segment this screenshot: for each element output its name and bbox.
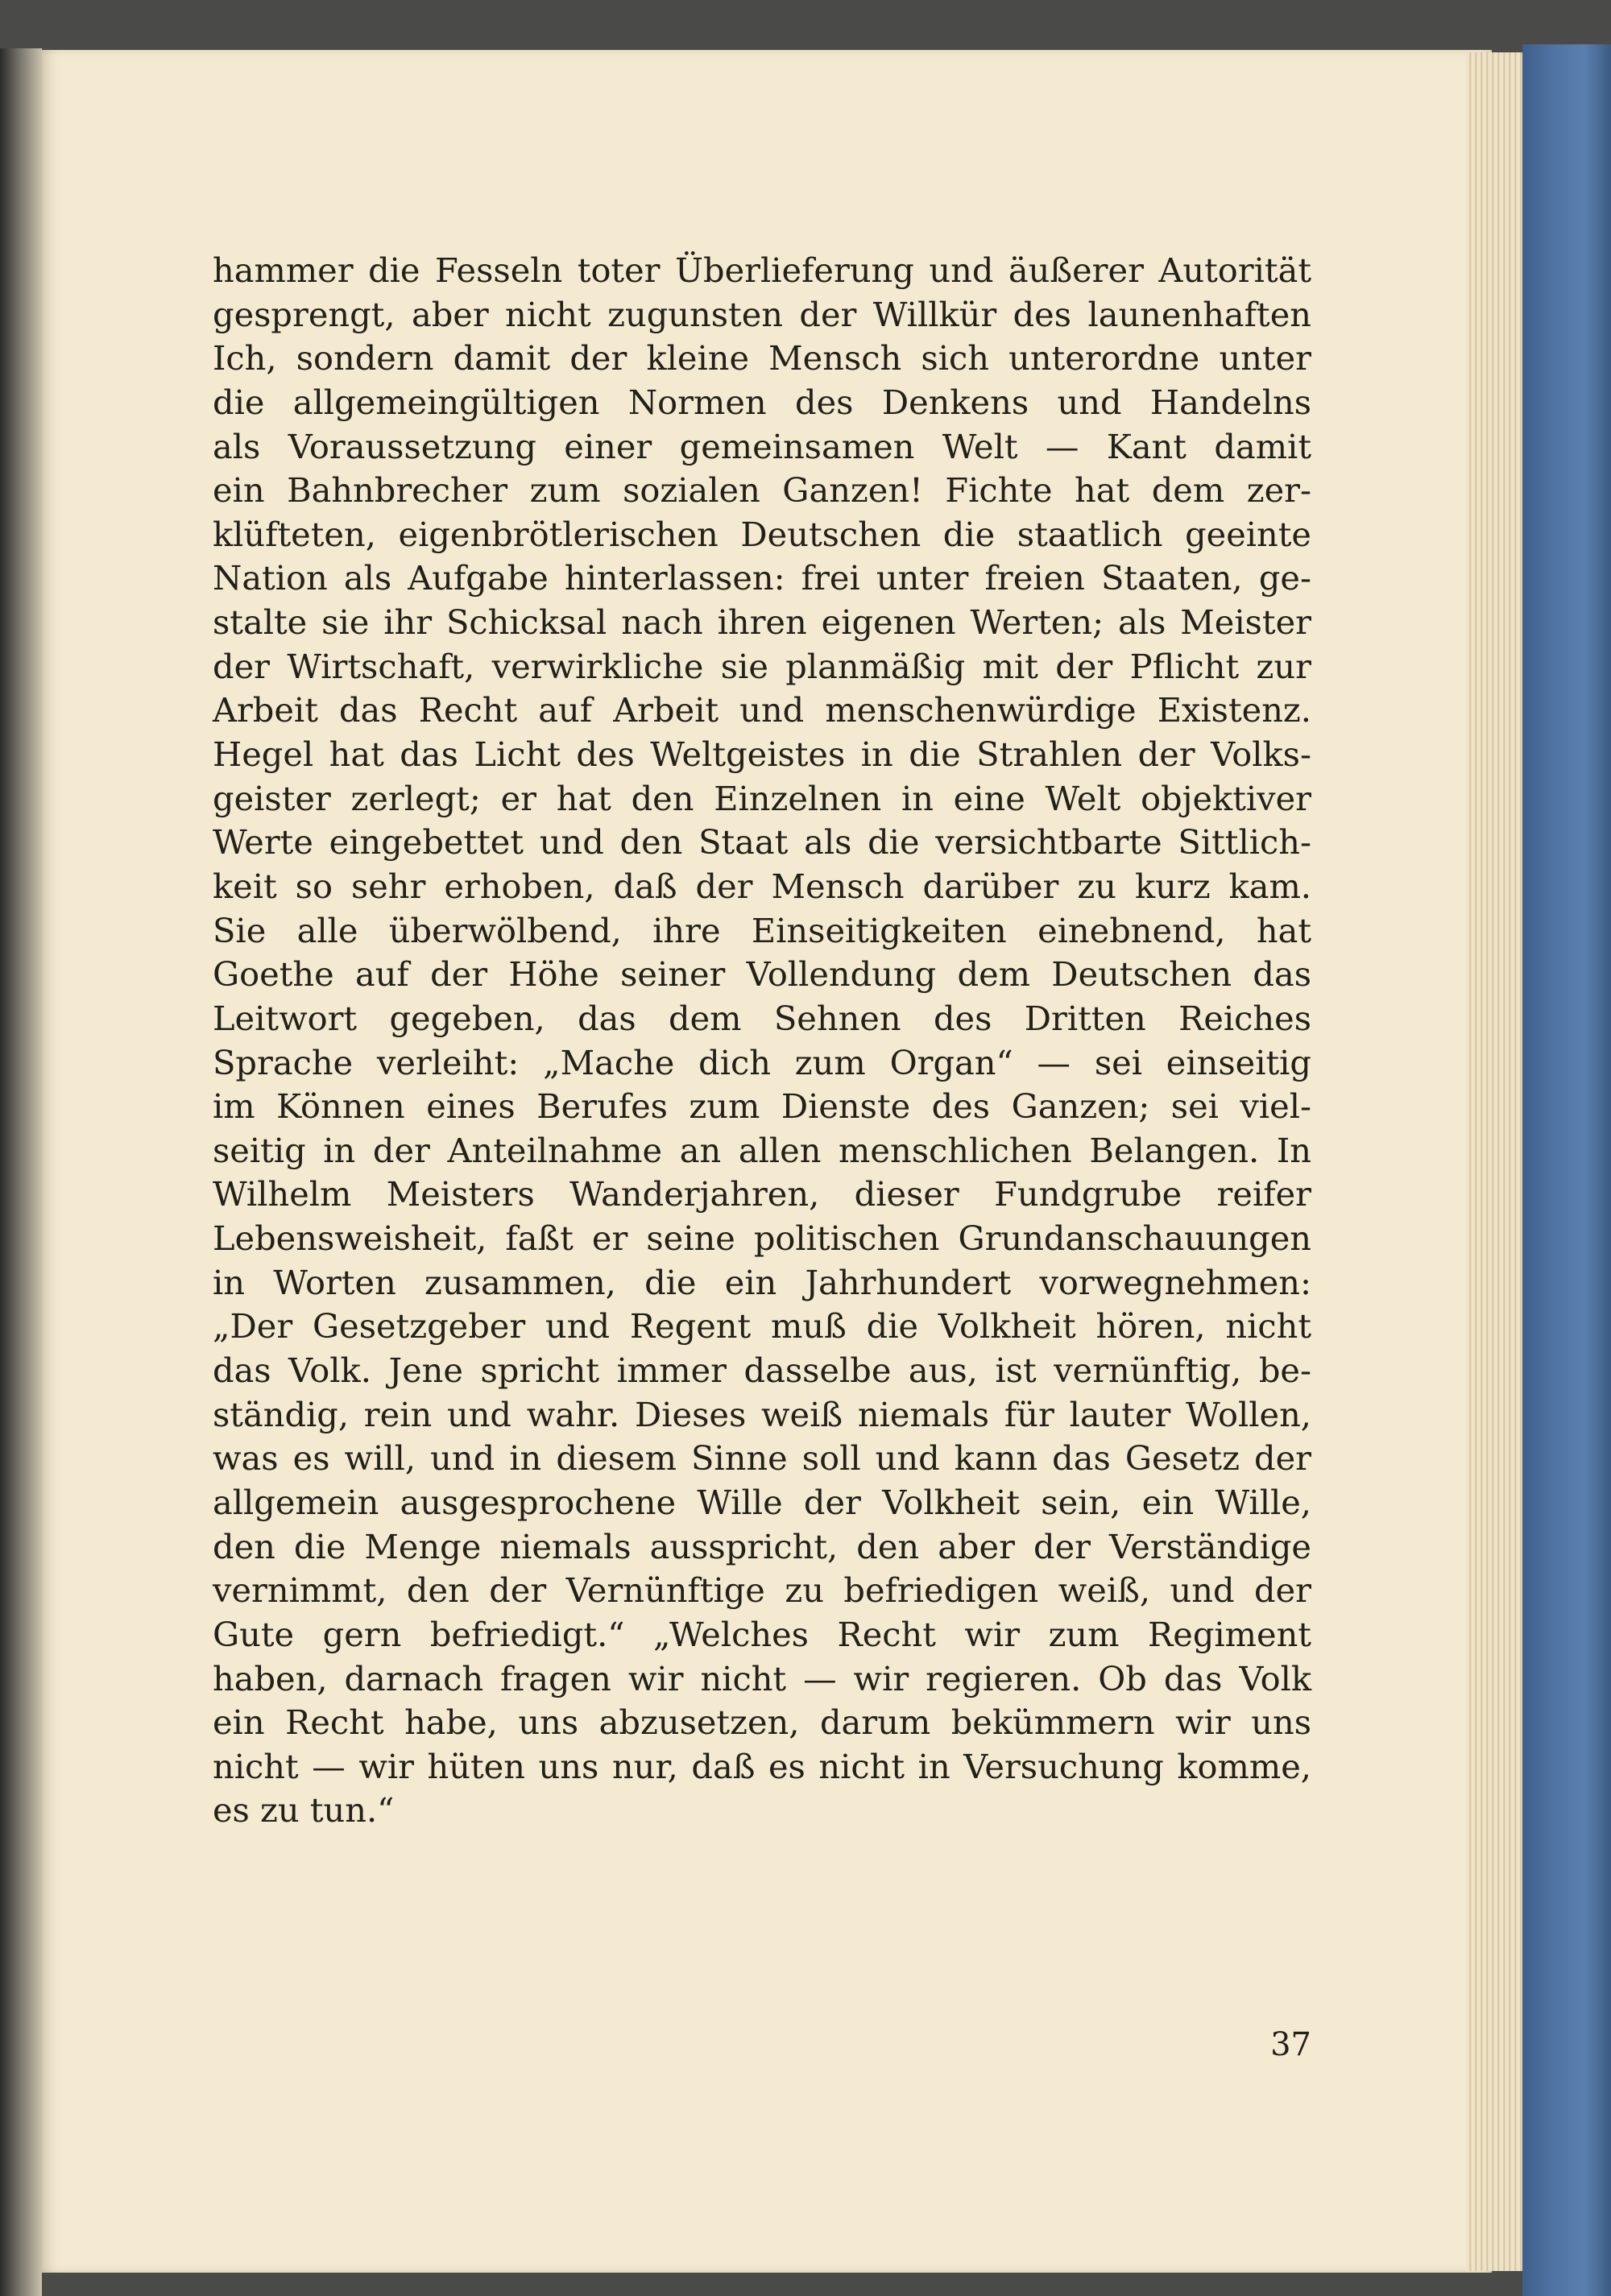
text-line: ständig, rein und wahr. Dieses weiß niemals für lauter Wollen,: [213, 1394, 1311, 1434]
text-line: Arbeit das Recht auf Arbeit und menschenwürdige Existenz.: [213, 690, 1311, 730]
text-line: der Wirtschaft, verwirkliche sie planmäßig mit der Pflicht zur: [213, 646, 1311, 686]
text-line: Ich, sondern damit der kleine Mensch sich unterordne unter: [213, 338, 1311, 379]
book-cover-edge: [1522, 44, 1611, 2296]
text-line: Hegel hat das Licht des Weltgeistes in die Strahlen der Volks-: [213, 734, 1311, 775]
text-line: Gute gern befriedigt.“ „Welches Recht wir zum Regiment: [213, 1614, 1311, 1654]
text-line: haben, darnach fragen wir nicht — wir regieren. Ob das Volk: [213, 1658, 1311, 1698]
text-line: die allgemeingültigen Normen des Denkens und Handelns: [213, 382, 1311, 422]
text-line: ein Recht habe, uns abzusetzen, darum bekümmern wir uns: [213, 1702, 1311, 1743]
text-line: seitig in der Anteilnahme an allen menschlichen Belangen. In: [213, 1130, 1311, 1170]
text-line: was es will, und in diesem Sinne soll und kann das Gesetz der: [213, 1438, 1311, 1479]
text-line: Nation als Aufgabe hinterlassen: frei unter freien Staaten, ge-: [213, 558, 1311, 598]
page-number: 37: [1270, 2026, 1311, 2063]
text-line: geister zerlegt; er hat den Einzelnen in eine Welt objektiver: [213, 778, 1311, 818]
text-line: den die Menge niemals ausspricht, den aber der Verständige: [213, 1526, 1311, 1566]
text-line: im Können eines Berufes zum Dienste des Ganzen; sei viel-: [213, 1086, 1311, 1127]
text-line: Leitwort gegeben, das dem Sehnen des Dritten Reiches: [213, 998, 1311, 1038]
text-line: Lebensweisheit, faßt er seine politischen Grundanschauungen: [213, 1218, 1311, 1259]
text-line: es zu tun.“: [213, 1790, 395, 1831]
text-line: als Voraussetzung einer gemeinsamen Welt — Kant damit: [213, 426, 1311, 466]
text-line: Wilhelm Meisters Wanderjahren, dieser Fundgrube reifer: [213, 1174, 1311, 1214]
text-line: das Volk. Jene spricht immer dasselbe aus, ist vernünftig, be-: [213, 1351, 1311, 1391]
previous-page-edge: [0, 48, 42, 2296]
text-line: ein Bahnbrecher zum sozialen Ganzen! Fichte hat dem zer-: [213, 470, 1311, 511]
text-line: „Der Gesetzgeber und Regent muß die Volkheit hören, nicht: [213, 1306, 1311, 1347]
text-line: allgemein ausgesprochene Wille der Volkheit sein, ein Wille,: [213, 1482, 1311, 1522]
page-block-edge: [1466, 52, 1522, 2271]
text-line: keit so sehr erhoben, daß der Mensch darüber zu kurz kam.: [213, 866, 1311, 906]
text-line: Goethe auf der Höhe seiner Vollendung dem Deutschen das: [213, 954, 1311, 995]
text-line: gesprengt, aber nicht zugunsten der Willkür des launenhaften: [213, 294, 1311, 334]
text-line: nicht — wir hüten uns nur, daß es nicht in Versuchung komme,: [213, 1746, 1311, 1786]
text-line: stalte sie ihr Schicksal nach ihren eigenen Werten; als Meister: [213, 602, 1311, 643]
book-page: [42, 50, 1492, 2273]
page-body-text: [213, 249, 1311, 1833]
text-line: Sie alle überwölbend, ihre Einseitigkeiten einebnend, hat: [213, 910, 1311, 950]
text-line: klüfteten, eigenbrötlerischen Deutschen die staatlich geeinte: [213, 514, 1311, 554]
text-line: Werte eingebettet und den Staat als die versichtbarte Sittlich-: [213, 822, 1311, 863]
text-line: Sprache verleiht: „Mache dich zum Organ“ — sei einseitig: [213, 1042, 1311, 1082]
text-line: vernimmt, den der Vernünftige zu befriedigen weiß, und der: [213, 1570, 1311, 1611]
text-line: in Worten zusammen, die ein Jahrhundert vorwegnehmen:: [213, 1262, 1311, 1302]
text-line: hammer die Fesseln toter Überlieferung und äußerer Autorität: [213, 250, 1311, 290]
